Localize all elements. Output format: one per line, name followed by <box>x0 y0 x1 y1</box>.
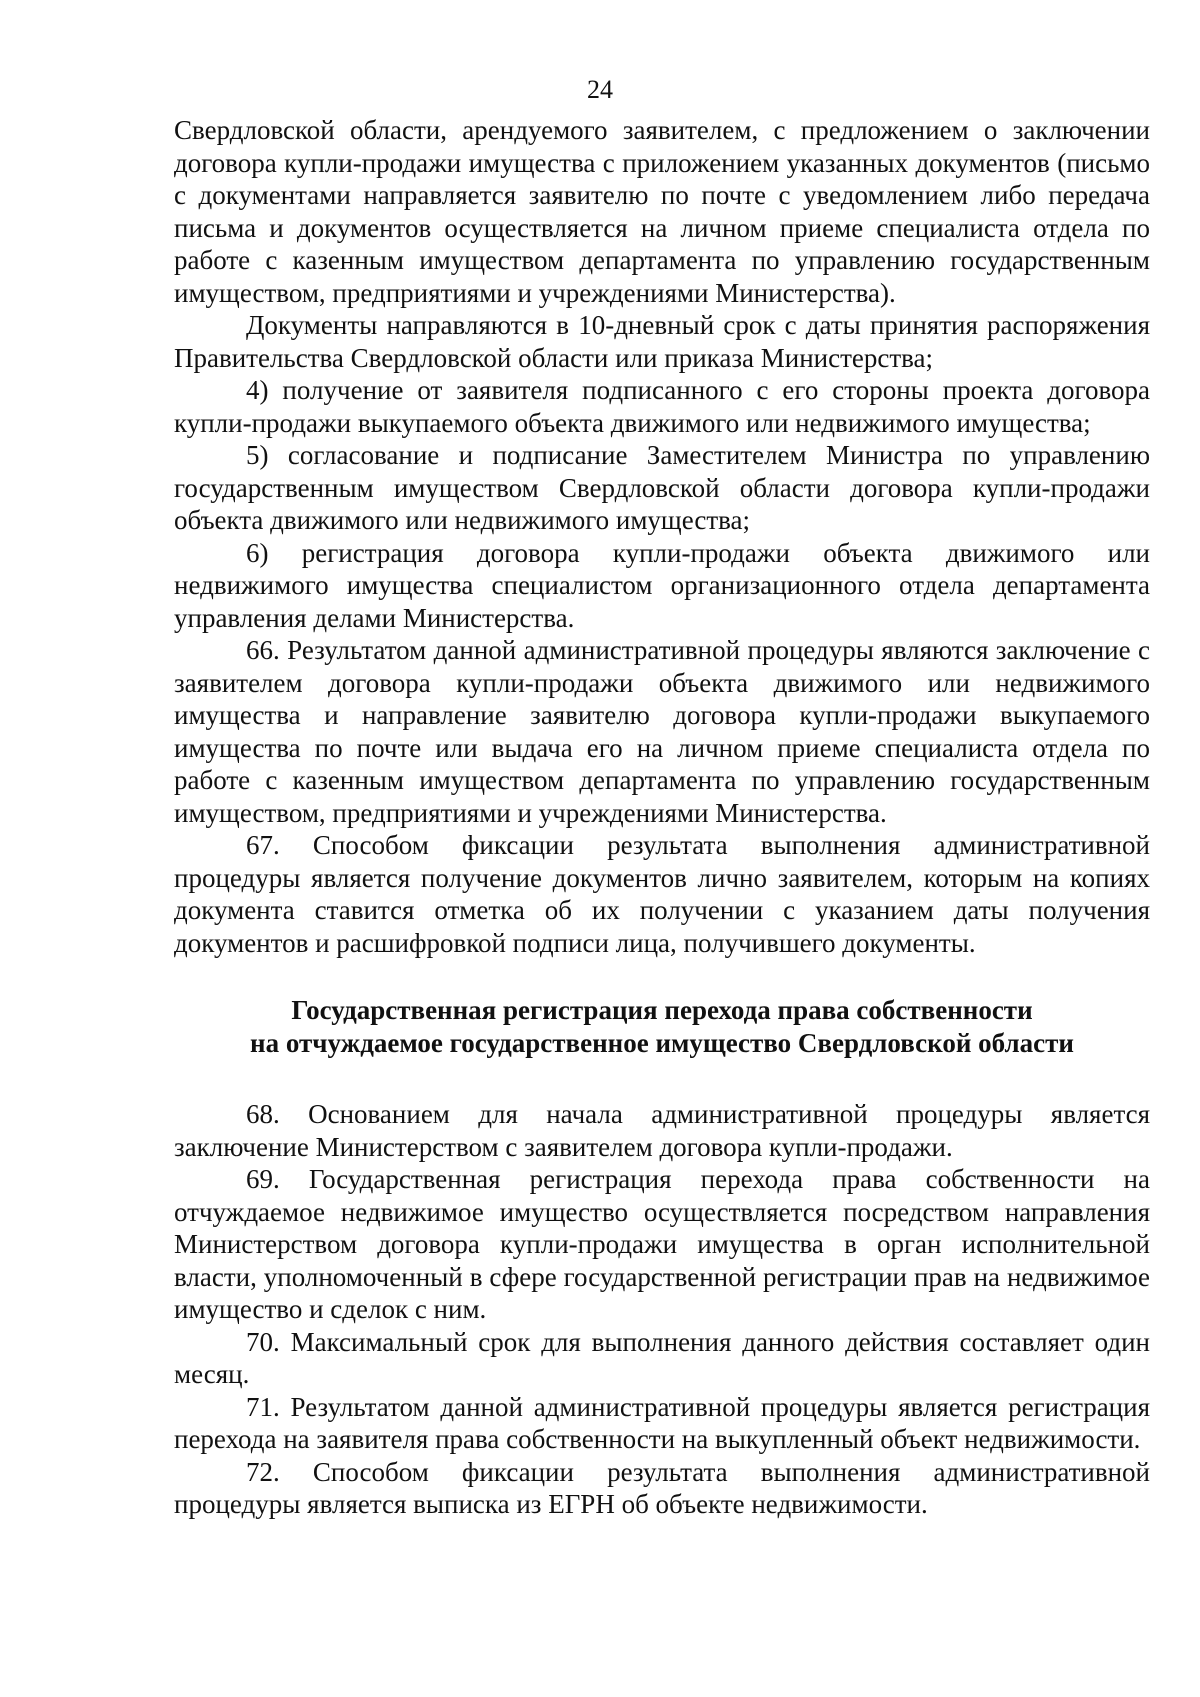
paragraph-71: 71. Результатом данной административной процедуры является регистрация перехода на заявителя права собственности на выкупленный объект недвижимости. <box>174 1391 1150 1454</box>
paragraph-72: 72. Способом фиксации результата выполнения административной процедуры является выписка из ЕГРН об объекте недвижимости. <box>174 1456 1150 1519</box>
section-heading <box>174 994 1150 1059</box>
document-body-part-2 <box>174 1098 1150 1521</box>
paragraph-67: 67. Способом фиксации результата выполнения административной процедуры является получение документов лично заявителем, которым на копиях документа ставится отметка об их получении с указанием даты получения документов и расшифровкой подписи лица, получившего документы. <box>174 830 1150 958</box>
paragraph-69: 69. Государственная регистрация перехода права собственности на отчуждаемое недвижимое имущество осуществляется посредством направления Министерством договора купли-продажи имущества в орган исполнительной власти, уполномоченный в сфере государственной регистрации прав на недвижимое имущество и сделок с ним. <box>174 1164 1150 1324</box>
paragraph-68: 68. Основанием для начала административной процедуры является заключение Министерством с заявителем договора купли-продажи. <box>174 1099 1150 1162</box>
paragraph-70: 70. Максимальный срок для выполнения данного действия составляет один месяц. <box>174 1326 1150 1389</box>
paragraph-item-5: 5) согласование и подписание Заместителем Министра по управлению государственным имуществом Свердловской области договора купли-продажи объекта движимого или недвижимого имущества; <box>174 440 1150 535</box>
document-body-part-1 <box>174 114 1150 959</box>
section-heading-line-1: Государственная регистрация перехода права собственности <box>291 995 1033 1025</box>
paragraph-item-4: 4) получение от заявителя подписанного с его стороны проекта договора купли-продажи выкупаемого объекта движимого или недвижимого имущества; <box>174 375 1150 438</box>
page-number: 24 <box>587 75 613 104</box>
paragraph-documents-deadline: Документы направляются в 10-дневный срок с даты принятия распоряжения Правительства Свердловской области или приказа Министерства; <box>174 310 1150 373</box>
section-heading-line-2: на отчуждаемое государственное имущество Свердловской области <box>250 1027 1074 1058</box>
paragraph-continuation: Свердловской области, арендуемого заявителем, с предложением о заключении договора купли-продажи имущества с приложением указанных документов (письмо с документами направляется заявителю по почте с уведомлением либо передача письма и документов осуществляется на личном приеме специалиста отдела по работе с казенным имуществом департамента по управлению государственным имуществом, предприятиями и учреждениями Министерства). <box>174 115 1150 308</box>
paragraph-item-6: 6) регистрация договора купли-продажи объекта движимого или недвижимого имущества специалистом организационного отдела департамента управления делами Министерства. <box>174 537 1150 633</box>
paragraph-66: 66. Результатом данной административной процедуры являются заключение с заявителем договора купли-продажи объекта движимого или недвижимого имущества и направление заявителю договора купли-продажи выкупаемого имущества по почте или выдача его на личном приеме специалиста отдела по работе с казенным имуществом департамента по управлению государственным имуществом, предприятиями и учреждениями Министерства. <box>174 635 1150 828</box>
